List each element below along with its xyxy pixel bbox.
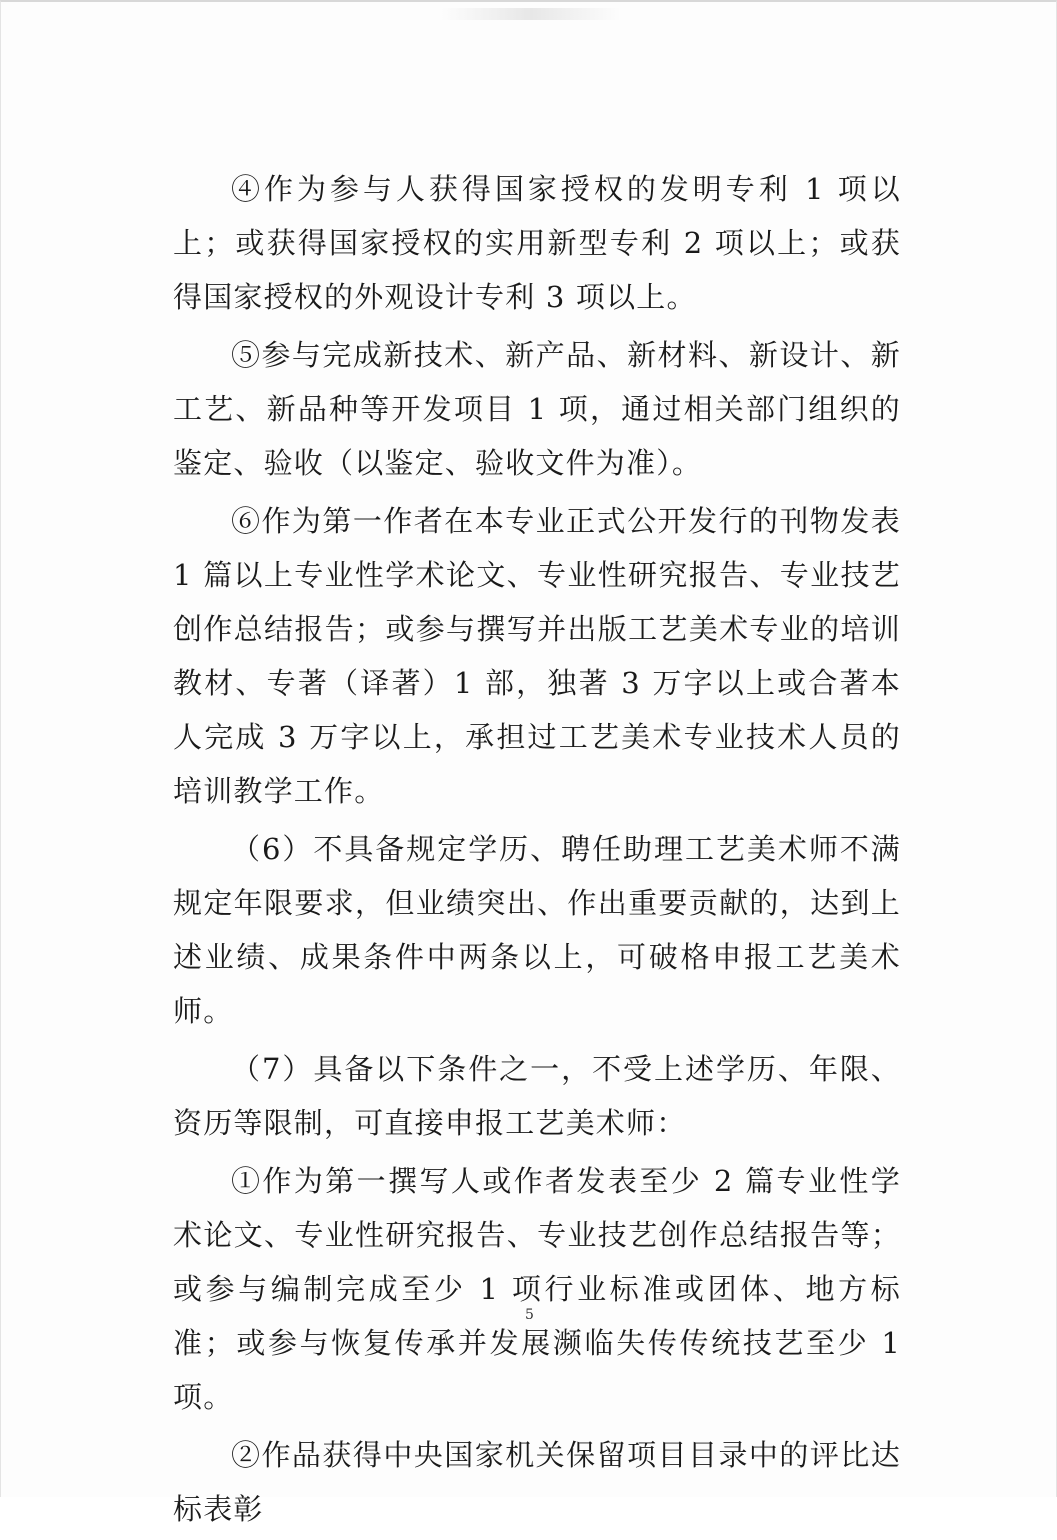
paragraph-clause-6: （6）不具备规定学历、聘任助理工艺美术师不满规定年限要求，但业绩突出、作出重要贡献的，达到上述业绩、成果条件中两条以上，可破格申报工艺美术师。 bbox=[173, 832, 901, 1028]
document-body bbox=[173, 162, 901, 1540]
scan-artifact bbox=[441, 8, 621, 20]
paragraph-subitem-2: ②作品获得中央国家机关保留项目目录中的评比达标表彰 bbox=[173, 1438, 901, 1526]
paragraph-clause-7: （7）具备以下条件之一，不受上述学历、年限、资历等限制，可直接申报工艺美术师： bbox=[173, 1052, 901, 1140]
paragraph-item-5: ⑤参与完成新技术、新产品、新材料、新设计、新工艺、新品种等开发项目 1 项，通过相关部门组织的鉴定、验收（以鉴定、验收文件为准）。 bbox=[173, 338, 901, 480]
paragraph-item-4: ④作为参与人获得国家授权的发明专利 1 项以上；或获得国家授权的实用新型专利 2 项以上；或获得国家授权的外观设计专利 3 项以上。 bbox=[173, 172, 901, 314]
page-number: 5 bbox=[525, 1307, 534, 1323]
paragraph-item-6: ⑥作为第一作者在本专业正式公开发行的刊物发表 1 篇以上专业性学术论文、专业性研究报告、专业技艺创作总结报告；或参与撰写并出版工艺美术专业的培训教材、专著（译著）1 部，独著 3 万字以上或合著本人完成 3 万字以上，承担过工艺美术专业技术人员的培训教学工作。 bbox=[173, 504, 901, 808]
paragraph-subitem-1: ①作为第一撰写人或作者发表至少 2 篇专业性学术论文、专业性研究报告、专业技艺创作总结报告等；或参与编制完成至少 1 项行业标准或团体、地方标准；或参与恢复传承并发展濒临失传传统技艺至少 1 项。 bbox=[173, 1164, 901, 1414]
